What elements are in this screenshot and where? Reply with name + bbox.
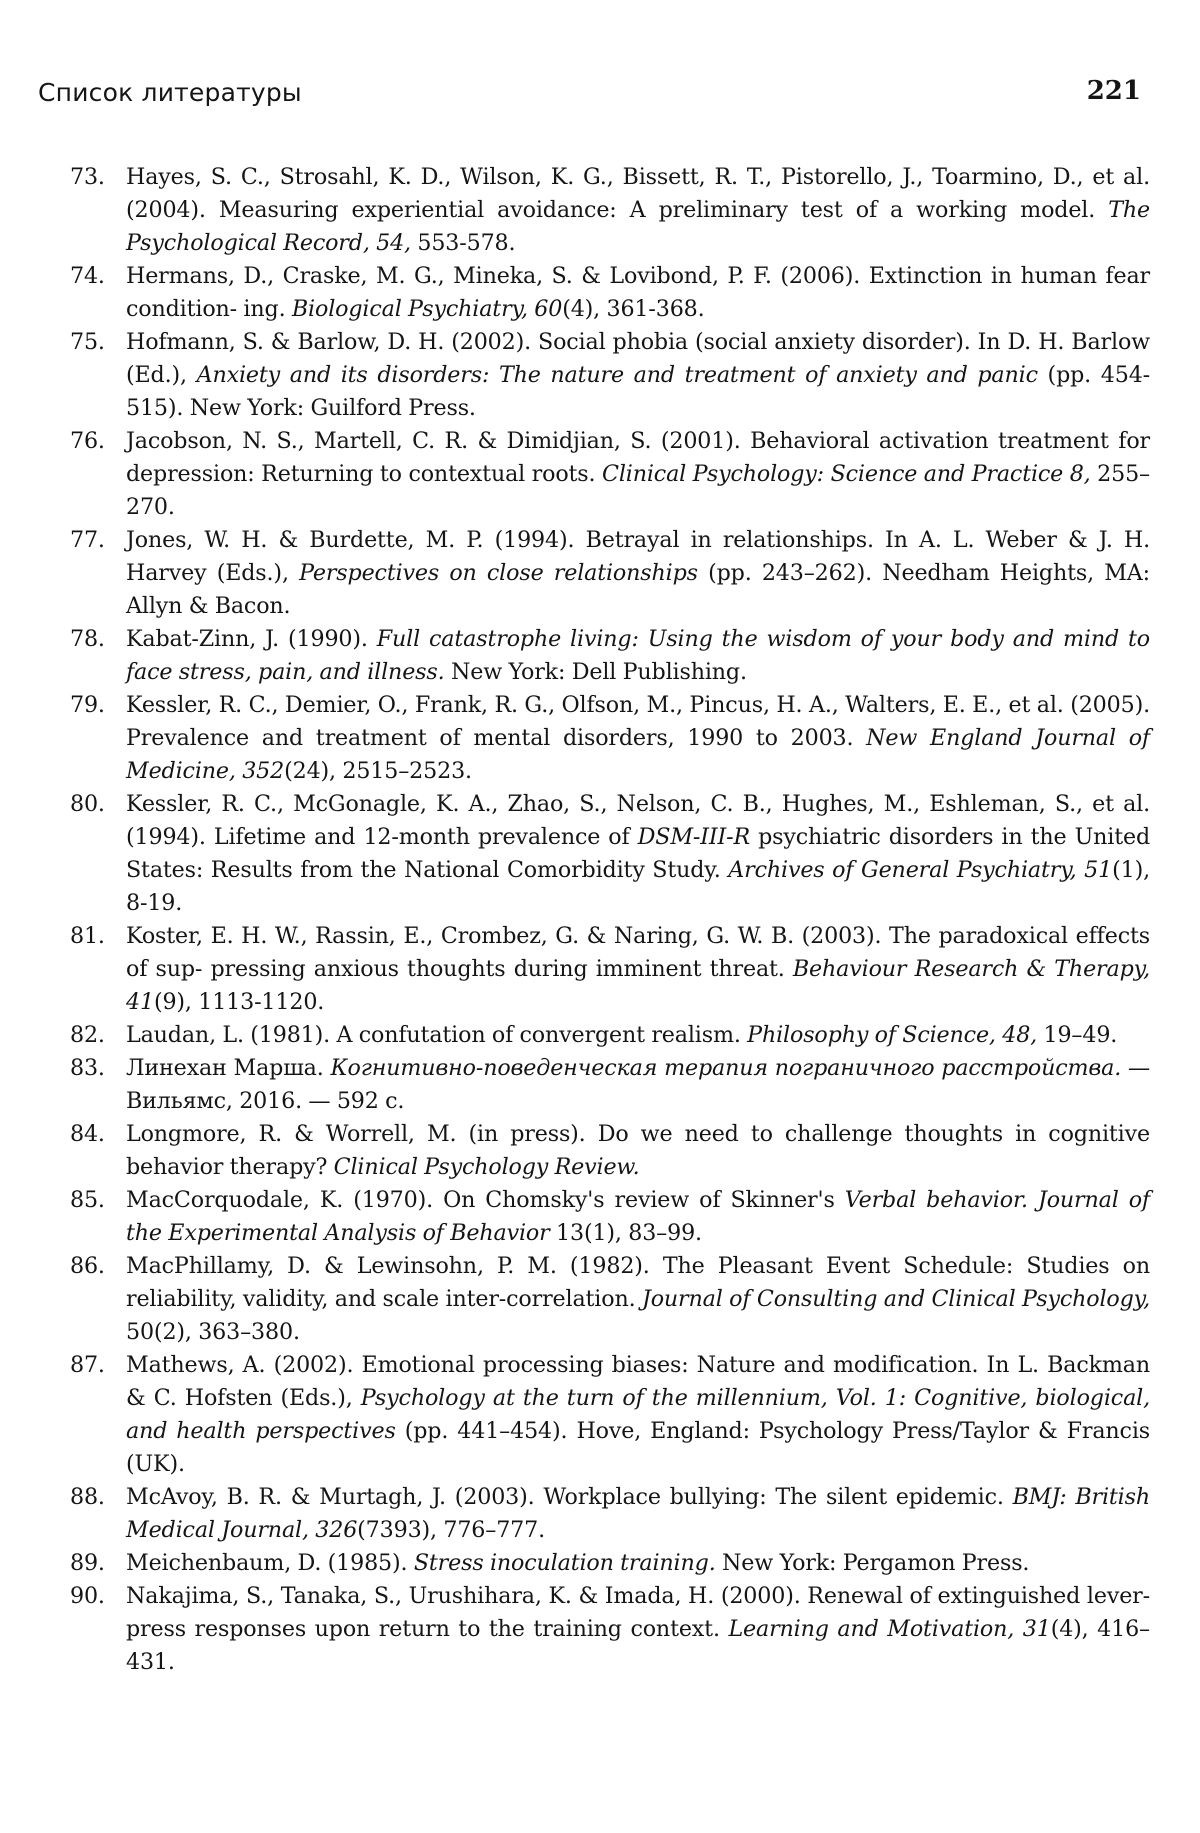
reference-entry [70,689,1150,788]
reference-entry [70,623,1150,689]
page-number: 221 [1086,76,1141,106]
reference-number: 73. [70,164,105,190]
reference-text: Hayes, S. C., Strosahl, K. D., Wilson, K. G., Bissett, R. T., Pistorello, J., Toarmino, D., et al. (2004). Measuring experiential avoidance: A preliminary test of a working model. [126,164,1150,223]
reference-entry [70,1184,1150,1250]
reference-number: 80. [70,791,105,817]
reference-source-italic: BMJ: British Medical Journal, 326 [126,1484,1150,1543]
reference-text: Kabat-Zinn, J. (1990). [126,626,377,652]
reference-text: Laudan, L. (1981). A confutation of convergent realism. [126,1022,748,1048]
reference-text: (1), 8-19. [126,857,1150,916]
reference-entry [70,1481,1150,1547]
reference-number: 78. [70,626,105,652]
reference-entry [70,1250,1150,1349]
reference-source-italic: Journal of Consulting and Clinical Psychology, [641,1286,1151,1312]
reference-source-italic: Philosophy of Science, 48, [747,1022,1038,1048]
reference-source-italic: The Psychological Record, 54, [126,197,1150,256]
reference-source-italic: Learning and Motivation, 31 [728,1616,1051,1642]
reference-source-italic: DSM-III-R [637,824,751,850]
reference-number: 84. [70,1121,105,1147]
reference-text: Вильямс, 2016. — 592 с. [126,1088,405,1114]
reference-entry [70,1580,1150,1679]
reference-text: Kessler, R. C., McGonagle, K. A., Zhao, S., Nelson, C. B., Hughes, M., Eshleman, S., et al. (1994). Lifetime and 12-month prevalence of [126,791,1150,850]
reference-text: New York: Dell Publishing. [444,659,747,685]
reference-text: Meichenbaum, D. (1985). [126,1550,414,1576]
reference-entry [70,1019,1150,1052]
reference-number: 86. [70,1253,105,1279]
reference-source-italic: Clinical Psychology: Science and Practice 8, [602,461,1091,487]
reference-number: 75. [70,329,105,355]
reference-text: Kessler, R. C., Demier, O., Frank, R. G., Olfson, M., Pincus, H. A., Walters, E. E., et al. (2005). Prevalence and treatment of mental disorders, 1990 to 2003. [126,692,1150,751]
reference-number: 88. [70,1484,105,1510]
reference-text: (9), 1113-1120. [153,989,325,1015]
reference-entry [70,788,1150,920]
reference-entry [70,425,1150,524]
reference-source-italic: Когнитивно-поведенческая терапия пограничного расстройства. — [330,1055,1150,1081]
reference-text: 19–49. [1037,1022,1118,1048]
reference-source-italic: Verbal behavior. Journal of the Experimental Analysis of Behavior [126,1187,1150,1246]
reference-number: 79. [70,692,105,718]
reference-source-italic: Archives of General Psychiatry, 51 [728,857,1113,883]
reference-number: 85. [70,1187,105,1213]
reference-number: 83. [70,1055,105,1081]
reference-text: Hermans, D., Craske, M. G., Mineka, S. & Lovibond, P. F. (2006). Extinction in human fear condition- ing. [126,263,1150,322]
reference-source-italic: Clinical Psychology Review. [333,1154,640,1180]
reference-text: 255–270. [126,461,1150,520]
reference-entry [70,1349,1150,1481]
reference-text: Nakajima, S., Tanaka, S., Urushihara, K. & Imada, H. (2000). Renewal of extinguished lever-press responses upon return to the training context. [126,1583,1150,1642]
reference-text: (pp. 243–262). Needham Heights, MA: Allyn & Bacon. [126,560,1150,619]
reference-text: Mathews, A. (2002). Emotional processing biases: Nature and modification. In L. Backman & C. Hofsten (Eds.), [126,1352,1150,1411]
reference-text: MacPhillamy, D. & Lewinsohn, P. M. (1982). The Pleasant Event Schedule: Studies on reliability, validity, and scale inter-correlation. [126,1253,1150,1312]
reference-entry [70,1547,1150,1580]
reference-source-italic: Psychology at the turn of the millennium, Vol. 1: Cognitive, biological, and health perspectives [126,1385,1151,1444]
reference-source-italic: Perspectives on close relationships [299,560,698,586]
reference-entry [70,161,1150,260]
reference-text: 553-578. [410,230,516,256]
reference-number: 76. [70,428,105,454]
reference-number: 77. [70,527,105,553]
reference-entry [70,524,1150,623]
reference-text: 50(2), 363–380. [126,1319,300,1345]
reference-entry [70,260,1150,326]
reference-text: Longmore, R. & Worrell, M. (in press). Do we need to challenge thoughts in cognitive behavior therapy? [126,1121,1150,1180]
reference-text: (pp. 454-515). New York: Guilford Press. [126,362,1151,421]
reference-number: 74. [70,263,105,289]
reference-source-italic: Behaviour Research & Therapy, 41 [126,956,1150,1015]
reference-number: 82. [70,1022,105,1048]
reference-text: (4), 416–431. [126,1616,1150,1675]
running-head-title: Список литературы [38,78,302,107]
reference-entry [70,326,1150,425]
reference-text: (24), 2515–2523. [284,758,472,784]
reference-text: Hofmann, S. & Barlow, D. H. (2002). Social phobia (social anxiety disorder). In D. H. Barlow (Ed.), [126,329,1150,388]
reference-text: (pp. 441–454). Hove, England: Psychology Press/Taylor & Francis (UK). [126,1418,1150,1477]
reference-source-italic: Anxiety and its disorders: The nature and treatment of anxiety and panic [196,362,1038,388]
reference-text: (4), 361-368. [562,296,705,322]
reference-text: (7393), 776–777. [357,1517,545,1543]
reference-entry [70,920,1150,1019]
reference-text: 13(1), 83–99. [549,1220,702,1246]
reference-number: 81. [70,923,105,949]
reference-entry [70,1118,1150,1184]
reference-number: 90. [70,1583,105,1609]
reference-number: 87. [70,1352,105,1378]
reference-text: Jacobson, N. S., Martell, C. R. & Dimidjian, S. (2001). Behavioral activation treatment for depression: Returning to contextual roots. [126,428,1150,487]
reference-text: New York: Pergamon Press. [715,1550,1030,1576]
reference-text: psychiatric disorders in the United States: Results from the National Comorbidity Study. [126,824,1151,883]
reference-source-italic: Full catastrophe living: Using the wisdom of your body and mind to face stress, pain, and illness. [126,626,1150,685]
reference-source-italic: New England Journal of Medicine, 352 [126,725,1150,784]
reference-text: McAvoy, B. R. & Murtagh, J. (2003). Workplace bullying: The silent epidemic. [126,1484,1013,1510]
reference-list [70,161,1150,1679]
reference-number: 89. [70,1550,105,1576]
reference-entry [70,1052,1150,1118]
reference-text: MacCorquodale, K. (1970). On Chomsky's review of Skinner's [126,1187,845,1213]
reference-text: Koster, E. H. W., Rassin, E., Crombez, G. & Naring, G. W. B. (2003). The paradoxical effects of sup- pressing anxious thoughts during imminent threat. [126,923,1150,982]
reference-source-italic: Biological Psychiatry, 60 [291,296,563,322]
reference-text: Линехан Марша. [126,1055,331,1081]
reference-source-italic: Stress inoculation training. [413,1550,716,1576]
reference-text: Jones, W. H. & Burdette, M. P. (1994). Betrayal in relationships. In A. L. Weber & J. H. Harvey (Eds.), [126,527,1150,586]
